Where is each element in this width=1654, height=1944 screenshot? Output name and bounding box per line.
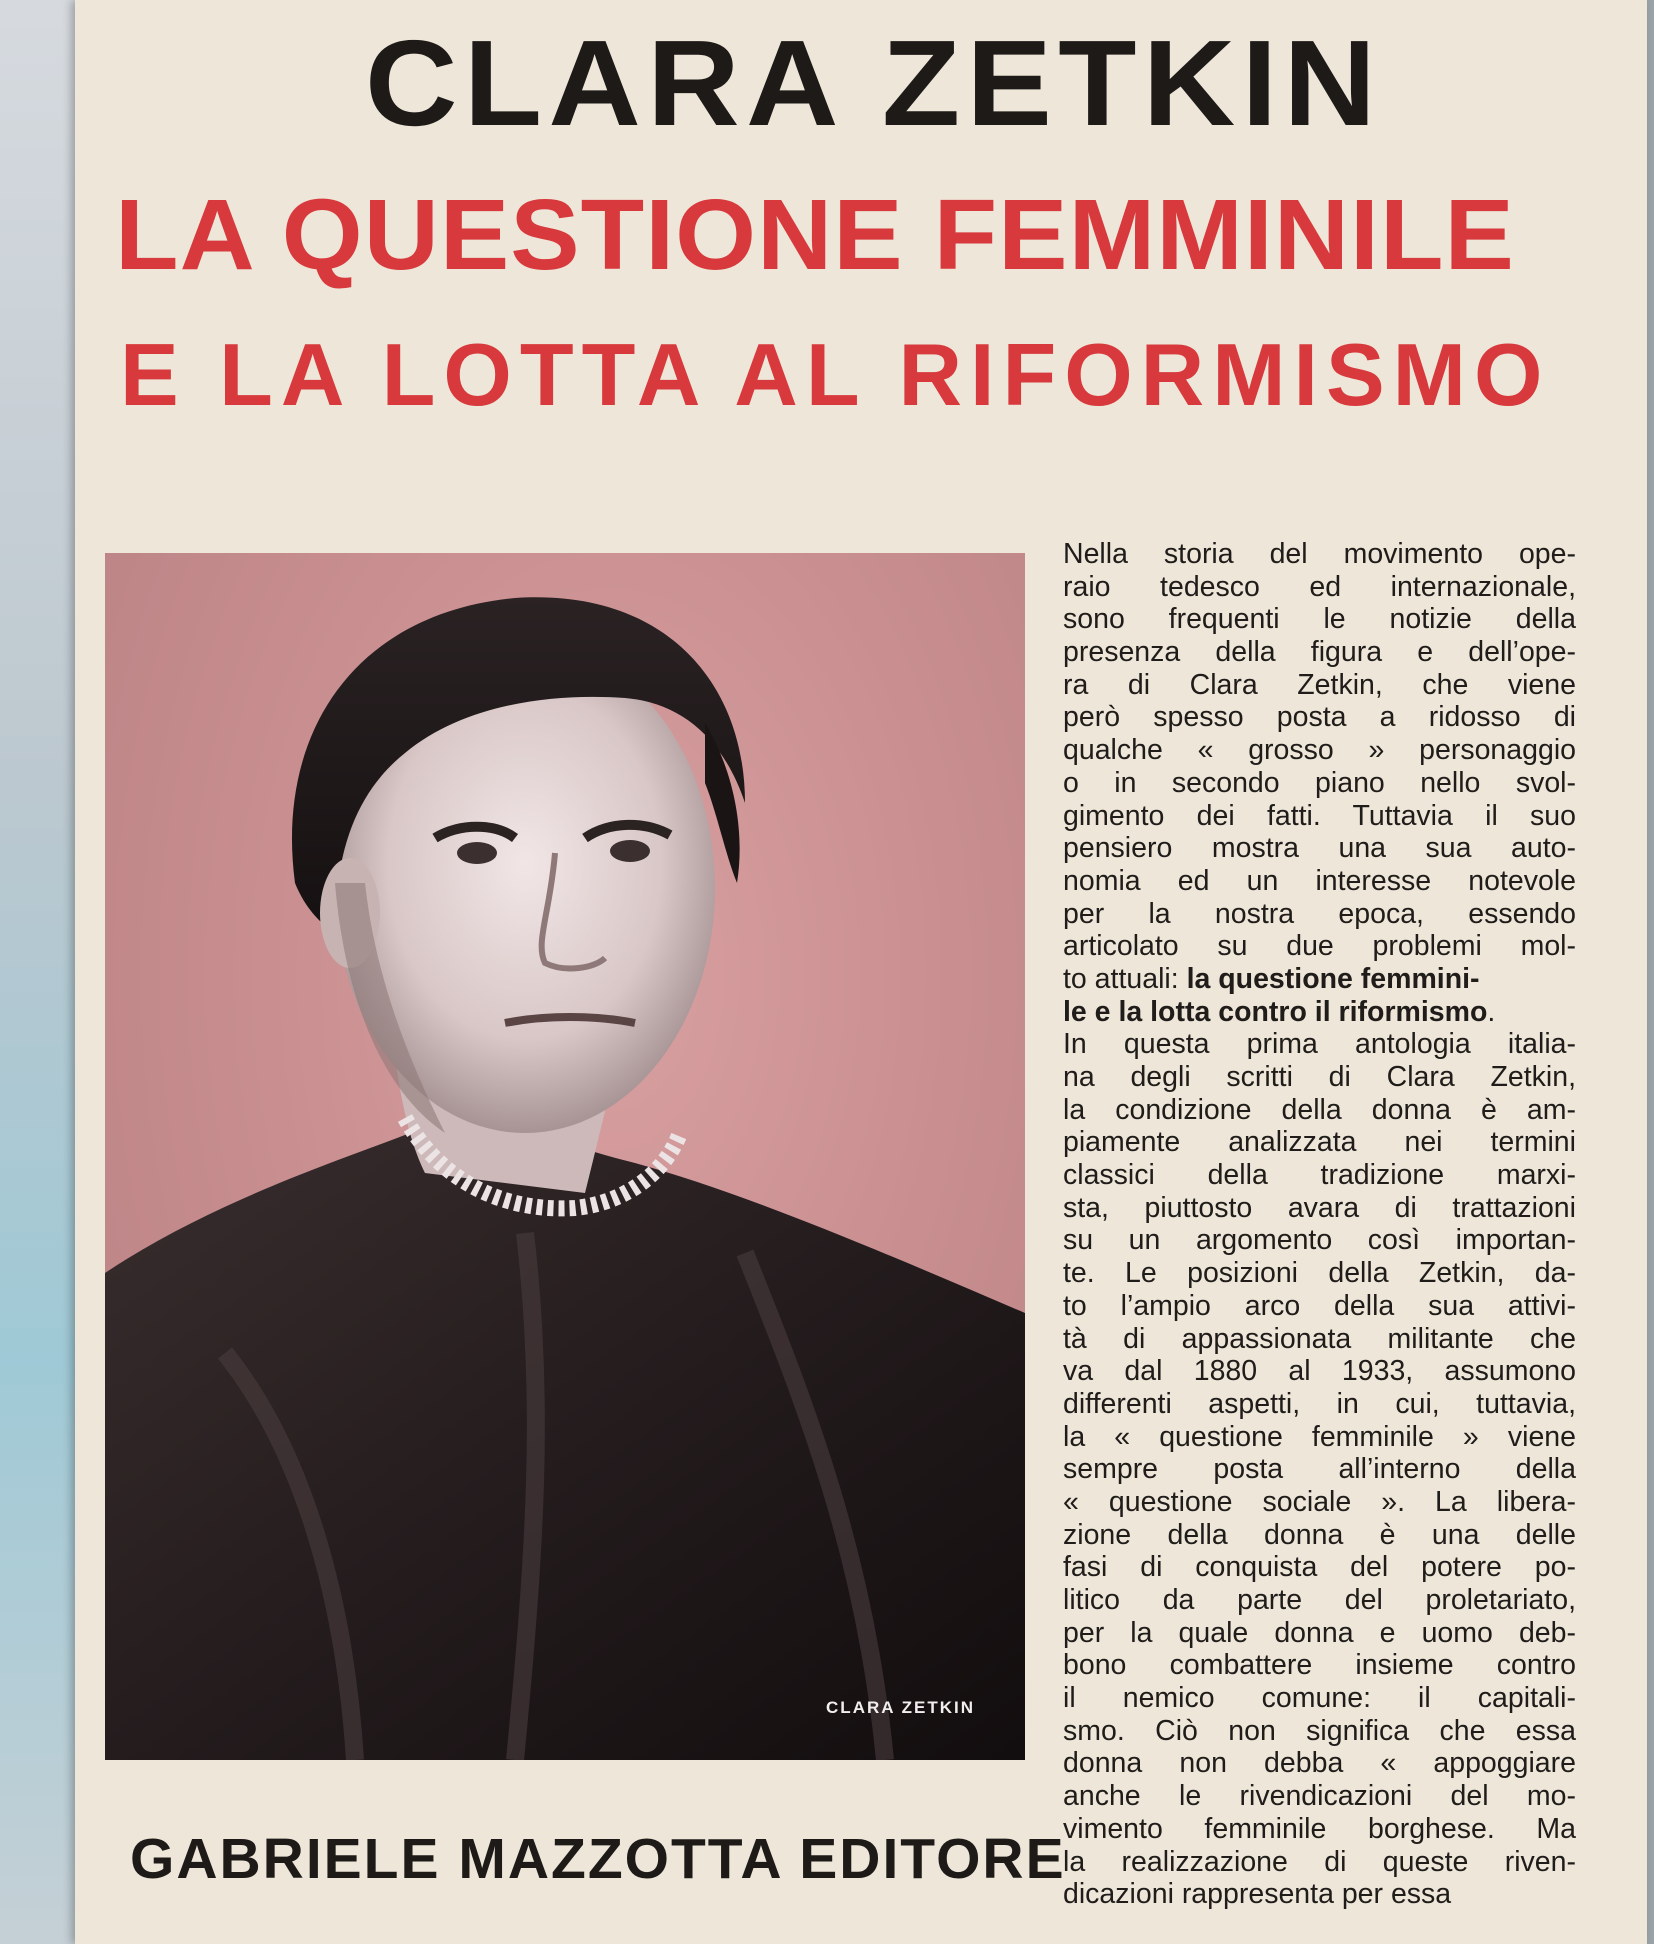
publisher-name: GABRIELE MAZZOTTA EDITORE xyxy=(130,1827,1066,1891)
blurb-text: to attuali: xyxy=(1063,962,1179,995)
blurb-line: la « questione femminile » viene xyxy=(1063,1420,1576,1453)
blurb-line: per la nostra epoca, essendo xyxy=(1063,897,1576,930)
author-name: CLARA ZETKIN xyxy=(365,15,1383,151)
blurb-line: raio tedesco ed internazionale, xyxy=(1063,570,1576,603)
blurb-line: però spesso posta a ridosso di xyxy=(1063,701,1576,734)
blurb-line: anche le rivendicazioni del mo- xyxy=(1063,1780,1576,1813)
blurb-line: sta, piuttosto avara di trattazioni xyxy=(1063,1191,1576,1224)
blurb-line: classici della tradizione marxi- xyxy=(1063,1159,1576,1192)
blurb-line: In questa prima antologia italia- xyxy=(1063,1028,1576,1061)
back-blurb xyxy=(1063,538,1576,1938)
blurb-line: nomia ed un interesse notevole xyxy=(1063,864,1576,897)
blurb-bold-text: le e la lotta contro il riformismo xyxy=(1063,995,1488,1028)
blurb-line: te. Le posizioni della Zetkin, da- xyxy=(1063,1257,1576,1290)
blurb-bold-text: la questione femmini- xyxy=(1186,962,1480,995)
blurb-line: to l’ampio arco della sua attivi- xyxy=(1063,1289,1576,1322)
blurb-line: la condizione della donna è am- xyxy=(1063,1093,1576,1126)
blurb-line: piamente analizzata nei termini xyxy=(1063,1126,1576,1159)
blurb-line: per la quale donna e uomo deb- xyxy=(1063,1616,1576,1649)
blurb-line: qualche « grosso » personaggio xyxy=(1063,734,1576,767)
blurb-line: tà di appassionata militante che xyxy=(1063,1322,1576,1355)
blurb-line: su un argomento così importan- xyxy=(1063,1224,1576,1257)
blurb-line: bono combattere insieme contro xyxy=(1063,1649,1576,1682)
blurb-line: differenti aspetti, in cui, tuttavia, xyxy=(1063,1387,1576,1420)
blurb-line: na degli scritti di Clara Zetkin, xyxy=(1063,1061,1576,1093)
blurb-line: sempre posta all’interno della xyxy=(1063,1453,1576,1486)
photo-caption: CLARA ZETKIN xyxy=(826,1698,975,1717)
blurb-line: la realizzazione di queste riven- xyxy=(1063,1845,1576,1878)
blurb-line: o in secondo piano nello svol- xyxy=(1063,766,1576,799)
blurb-line: articolato su due problemi mol- xyxy=(1063,930,1576,963)
blurb-line: dicazioni rappresenta per essa xyxy=(1063,1878,1452,1911)
blurb-line: presenza della figura e dell’ope- xyxy=(1063,636,1576,669)
book-cover xyxy=(75,0,1647,1944)
blurb-line-bold: le e la lotta contro il riformismo. xyxy=(1063,995,1496,1028)
blurb-line: zione della donna è una delle xyxy=(1063,1518,1576,1551)
blurb-line: gimento dei fatti. Tuttavia il suo xyxy=(1063,799,1576,832)
blurb-line: Nella storia del movimento ope- xyxy=(1063,538,1576,570)
blurb-line: il nemico comune: il capitali- xyxy=(1063,1682,1576,1715)
blurb-line: smo. Ciò non significa che essa xyxy=(1063,1714,1576,1747)
title-line-2: E LA LOTTA AL RIFORMISMO xyxy=(120,325,1551,424)
blurb-line: « questione sociale ». La libera- xyxy=(1063,1485,1576,1518)
blurb-line: ra di Clara Zetkin, che viene xyxy=(1063,668,1576,701)
blurb-line: va dal 1880 al 1933, assumono xyxy=(1063,1355,1576,1388)
blurb-line: pensiero mostra una sua auto- xyxy=(1063,832,1576,865)
portrait-illustration xyxy=(105,553,1025,1760)
blurb-line: fasi di conquista del potere po- xyxy=(1063,1551,1576,1584)
blurb-line: litico da parte del proletariato, xyxy=(1063,1584,1576,1616)
blurb-line: donna non debba « appoggiare xyxy=(1063,1747,1576,1780)
blurb-line-mixed xyxy=(1063,963,1576,996)
blurb-line: vimento femminile borghese. Ma xyxy=(1063,1812,1576,1845)
blurb-line: sono frequenti le notizie della xyxy=(1063,603,1576,636)
title-line-1: LA QUESTIONE FEMMINILE xyxy=(115,179,1515,291)
portrait-photo xyxy=(105,553,1025,1760)
